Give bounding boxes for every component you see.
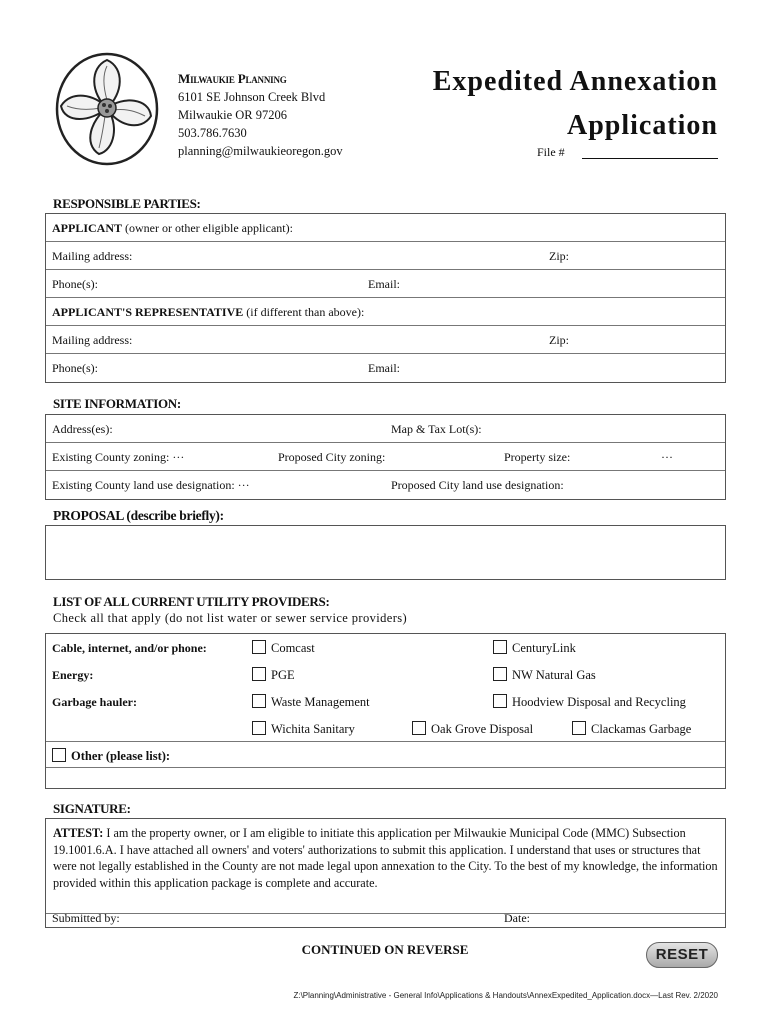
responsible-parties-box <box>45 213 726 383</box>
wichita-option[interactable] <box>252 721 355 737</box>
org-name: Milwaukie Planning <box>178 71 287 86</box>
oak-grove-option[interactable] <box>412 721 533 737</box>
proposal-heading: PROPOSAL (describe briefly): <box>53 508 224 523</box>
comcast-option[interactable] <box>252 640 315 656</box>
title-line2: Application <box>566 110 718 141</box>
file-number-field[interactable] <box>582 158 718 159</box>
centurylink-label: CenturyLink <box>512 641 576 655</box>
map-tax-lot-label: Map & Tax Lot(s): <box>391 422 482 436</box>
nw-natural-label: NW Natural Gas <box>512 668 596 682</box>
applicant-label-note: (owner or other eligible applicant): <box>122 221 293 235</box>
zoning-field[interactable] <box>46 443 725 471</box>
county-zoning-ellipsis: ··· <box>172 450 185 464</box>
applicant-phone-email-field[interactable] <box>46 270 725 298</box>
other-list-field[interactable] <box>46 768 725 788</box>
garbage-label: Garbage hauler: <box>52 695 137 709</box>
representative-mailing-field[interactable] <box>46 326 725 354</box>
cable-label: Cable, internet, and/or phone: <box>52 641 207 655</box>
oak-grove-checkbox[interactable] <box>412 721 426 735</box>
signature-box <box>45 818 726 928</box>
centurylink-checkbox[interactable] <box>493 640 507 654</box>
wichita-label: Wichita Sanitary <box>271 722 355 736</box>
property-size-ellipsis: ··· <box>661 450 673 464</box>
organization-contact <box>178 70 343 160</box>
applicant-mailing-field[interactable] <box>46 242 725 270</box>
email-label: Email: <box>368 277 400 291</box>
oak-grove-label: Oak Grove Disposal <box>431 722 534 736</box>
garbage-row <box>46 688 725 715</box>
utilities-heading: LIST OF ALL CURRENT UTILITY PROVIDERS: <box>53 594 330 609</box>
rep-mailing-address-label: Mailing address: <box>52 333 133 347</box>
applicant-label: APPLICANT <box>52 221 123 235</box>
waste-management-checkbox[interactable] <box>252 694 266 708</box>
submitted-by-label: Submitted by: <box>52 911 120 925</box>
hoodview-checkbox[interactable] <box>493 694 507 708</box>
centurylink-option[interactable] <box>493 640 576 656</box>
rep-phone-label: Phone(s): <box>52 361 98 375</box>
proposed-zoning-label: Proposed City zoning: <box>278 450 386 464</box>
land-use-field[interactable] <box>46 471 725 499</box>
attest-label: ATTEST: <box>53 826 104 840</box>
county-zoning-label: Existing County zoning: <box>52 450 170 464</box>
address-label: Address(es): <box>52 422 113 436</box>
site-information-heading: SITE INFORMATION: <box>53 396 181 411</box>
mailing-address-label: Mailing address: <box>52 249 133 263</box>
hoodview-label: Hoodview Disposal and Recycling <box>512 695 686 709</box>
proposal-textarea[interactable] <box>45 525 726 580</box>
phone-label: Phone(s): <box>52 277 98 291</box>
representative-label: APPLICANT'S REPRESENTATIVE <box>52 305 244 319</box>
representative-row <box>46 298 725 326</box>
clackamas-option[interactable] <box>572 721 691 737</box>
continued-on-reverse: CONTINUED ON REVERSE <box>301 942 469 957</box>
utilities-subheading: Check all that apply (do not list water or sewer service providers) <box>53 611 408 625</box>
submitted-by-field[interactable] <box>46 911 725 929</box>
energy-row <box>46 661 725 688</box>
proposed-land-use-label: Proposed City land use designation: <box>391 478 564 492</box>
org-email: planning@milwaukieoregon.gov <box>178 144 343 158</box>
comcast-checkbox[interactable] <box>252 640 266 654</box>
title-line1: Expedited Annexation <box>432 66 718 97</box>
org-address-line2: Milwaukie OR 97206 <box>178 108 288 122</box>
applicant-row <box>46 214 725 242</box>
hoodview-option[interactable] <box>493 694 686 710</box>
other-label: Other (please list): <box>71 749 171 763</box>
other-checkbox[interactable] <box>52 748 66 762</box>
clackamas-label: Clackamas Garbage <box>591 722 692 736</box>
signature-heading: SIGNATURE: <box>53 801 131 816</box>
page-title <box>433 60 718 148</box>
milwaukie-dogwood-logo <box>53 50 161 168</box>
rep-email-label: Email: <box>368 361 400 375</box>
responsible-parties-heading: RESPONSIBLE PARTIES: <box>53 196 201 211</box>
county-land-use-ellipsis: ··· <box>237 478 250 492</box>
date-label: Date: <box>504 911 530 925</box>
other-row[interactable] <box>46 742 725 768</box>
other-option[interactable] <box>52 748 170 764</box>
rep-zip-label: Zip: <box>549 333 569 347</box>
site-information-box <box>45 414 726 500</box>
comcast-label: Comcast <box>271 641 315 655</box>
cable-row <box>46 634 725 661</box>
representative-label-note: (if different than above): <box>243 305 365 319</box>
org-address-line1: 6101 SE Johnson Creek Blvd <box>178 90 326 104</box>
org-phone: 503.786.7630 <box>178 126 247 140</box>
pge-option[interactable] <box>252 667 295 683</box>
wichita-checkbox[interactable] <box>252 721 266 735</box>
nw-natural-checkbox[interactable] <box>493 667 507 681</box>
property-size-label: Property size: <box>504 450 571 464</box>
representative-phone-email-field[interactable] <box>46 354 725 382</box>
pge-label: PGE <box>271 668 295 682</box>
county-land-use-label: Existing County land use designation: <box>52 478 235 492</box>
utilities-box <box>45 633 726 789</box>
file-number-label: File # <box>537 145 565 159</box>
nw-natural-option[interactable] <box>493 667 596 683</box>
energy-label: Energy: <box>52 668 94 682</box>
reset-button[interactable]: RESET <box>646 942 718 968</box>
document-path-footer: Z:\Planning\Administrative - General Info\Applications & Handouts\AnnexExpedited_Application.docx—Last Rev. 2/2020 <box>293 991 718 1000</box>
waste-management-label: Waste Management <box>271 695 370 709</box>
clackamas-checkbox[interactable] <box>572 721 586 735</box>
attest-body: I am the property owner, or I am eligible to initiate this application per Milwaukie Municipal Code (MMC) Subsection 19.1001.6.A. I have attached all owners' and voters' authorizations to submit this application. I understand that uses or structures that were not legally established in the County are not made legal upon annexation to the City. To the best of my knowledge, the information provided within this application package is complete and accurate. <box>53 826 718 890</box>
waste-management-option[interactable] <box>252 694 370 710</box>
garbage-row-2 <box>46 715 725 742</box>
address-field[interactable] <box>46 415 725 443</box>
attestation-text <box>46 819 725 914</box>
zip-label: Zip: <box>549 249 569 263</box>
pge-checkbox[interactable] <box>252 667 266 681</box>
